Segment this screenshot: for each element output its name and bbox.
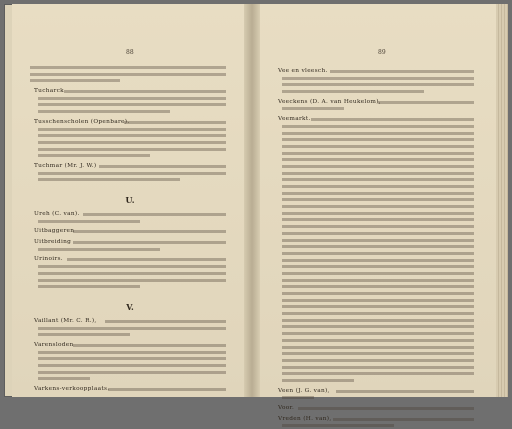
text-line-bar	[282, 212, 474, 215]
register-entry	[30, 119, 230, 159]
text-line	[30, 362, 230, 369]
register-entry	[274, 388, 478, 401]
text-line-bar	[282, 312, 474, 315]
text-line-bar	[64, 90, 226, 93]
text-line-bar	[282, 265, 474, 268]
text-line-bar	[282, 145, 474, 148]
entry-head-line	[274, 388, 478, 395]
text-line-bar	[282, 319, 474, 322]
text-line-bar	[330, 70, 474, 73]
text-line-bar	[105, 320, 226, 323]
entry-head-line	[30, 228, 230, 235]
text-line-bar	[282, 352, 474, 355]
text-line	[274, 237, 478, 244]
text-line	[274, 163, 478, 170]
text-line	[274, 130, 478, 137]
text-line	[274, 394, 478, 401]
text-line	[274, 350, 478, 357]
text-line	[274, 357, 478, 364]
text-line-bar	[38, 364, 226, 367]
text-line-bar	[282, 165, 474, 168]
text-line	[274, 170, 478, 177]
text-line-bar	[282, 285, 474, 288]
entry-heading: Varensloden	[34, 341, 74, 348]
gutter	[244, 4, 260, 397]
text-line-bar	[38, 377, 90, 380]
text-line-bar	[282, 252, 474, 255]
text-line-bar	[30, 79, 120, 82]
text-line-bar	[282, 178, 474, 181]
text-line	[30, 64, 230, 71]
text-line	[30, 139, 230, 146]
register-entry	[30, 239, 230, 252]
text-line	[274, 143, 478, 150]
entry-heading: Veemarkt.	[278, 116, 311, 123]
entry-head-line	[30, 119, 230, 126]
entry-head-line	[274, 68, 478, 75]
text-line-bar	[282, 245, 474, 248]
text-line-bar	[38, 154, 150, 157]
entry-heading: Urinoirs.	[34, 256, 63, 263]
entry-heading: Uitbreiding	[34, 239, 72, 246]
text-line	[30, 349, 230, 356]
text-line-bar	[73, 344, 226, 347]
text-line-bar	[311, 118, 474, 121]
text-line-bar	[282, 192, 474, 195]
text-line	[274, 75, 478, 82]
register-entry	[30, 211, 230, 224]
text-line	[30, 95, 230, 102]
text-line-bar	[38, 265, 226, 268]
text-line	[274, 330, 478, 337]
text-line-bar	[282, 83, 474, 86]
text-line	[30, 375, 230, 382]
text-line	[274, 303, 478, 310]
text-line-bar	[282, 125, 474, 128]
text-line	[30, 71, 230, 78]
text-line-bar	[38, 371, 226, 374]
text-line	[274, 323, 478, 330]
text-line	[274, 210, 478, 217]
text-line	[30, 146, 230, 153]
entry-head-line	[30, 163, 230, 170]
text-line	[274, 370, 478, 377]
text-line-bar	[378, 101, 474, 104]
text-line-bar	[282, 138, 474, 141]
register-entry	[30, 88, 230, 115]
text-line-bar	[73, 230, 226, 233]
text-line	[274, 230, 478, 237]
text-line	[274, 136, 478, 143]
text-line-bar	[282, 90, 424, 93]
right-page-body	[274, 64, 478, 429]
text-line-bar	[282, 185, 474, 188]
text-line-bar	[38, 279, 226, 282]
text-line	[274, 377, 478, 384]
text-line-bar	[30, 66, 226, 69]
text-line	[274, 196, 478, 203]
text-line-bar	[38, 357, 226, 360]
text-line-bar	[38, 272, 226, 275]
text-line-bar	[282, 232, 474, 235]
register-entry	[30, 256, 230, 289]
entry-heading: Tusschenscholen (Openbare).	[34, 118, 130, 125]
text-line-bar	[38, 248, 160, 251]
text-line-bar	[282, 272, 474, 275]
text-line	[274, 290, 478, 297]
text-line	[274, 263, 478, 270]
text-line	[274, 243, 478, 250]
text-line-bar	[282, 77, 474, 80]
text-line-bar	[38, 333, 130, 336]
text-line-bar	[282, 366, 474, 369]
text-line	[274, 216, 478, 223]
text-line	[274, 156, 478, 163]
entry-head-line	[30, 256, 230, 263]
entry-head-line	[274, 416, 478, 423]
text-line-bar	[73, 241, 226, 244]
text-line-bar	[38, 134, 226, 137]
text-line	[30, 176, 230, 183]
text-line-bar	[67, 258, 226, 261]
text-line-bar	[282, 292, 474, 295]
text-line	[274, 257, 478, 264]
text-line-bar	[282, 172, 474, 175]
page-number: 88	[126, 49, 134, 56]
entry-heading: Tuchmar (Mr. J. W.)	[34, 162, 97, 169]
entry-head-line	[30, 211, 230, 218]
register-entry	[274, 116, 478, 384]
text-line-bar	[282, 332, 474, 335]
text-line	[30, 77, 230, 84]
text-line-bar	[38, 351, 226, 354]
text-line-bar	[38, 172, 226, 175]
text-line-bar	[282, 205, 474, 208]
register-entry	[274, 68, 478, 75]
entry-heading: Voor.	[278, 405, 295, 411]
left-page-body	[30, 64, 230, 393]
text-line-bar	[38, 327, 226, 330]
text-line	[30, 132, 230, 139]
text-line	[30, 325, 230, 332]
text-line-bar	[282, 132, 474, 135]
text-line	[274, 88, 478, 95]
register-entry	[274, 99, 478, 112]
text-line	[30, 152, 230, 159]
text-line-bar	[336, 390, 474, 393]
entry-head-line	[30, 239, 230, 246]
entry-heading: Ureh (C. van).	[34, 211, 80, 217]
text-line-bar	[99, 165, 226, 168]
text-line	[30, 246, 230, 253]
text-line	[30, 108, 230, 115]
text-line	[30, 126, 230, 133]
text-line	[274, 283, 478, 290]
text-line	[274, 150, 478, 157]
entry-head-line	[30, 342, 230, 349]
text-line-bar	[38, 141, 226, 144]
left-page	[12, 4, 244, 397]
text-line-bar	[124, 121, 226, 124]
entry-heading: Uitbaggeren	[34, 228, 75, 235]
text-line-bar	[38, 103, 226, 106]
text-line	[274, 176, 478, 183]
register-entry	[30, 342, 230, 382]
text-line	[30, 277, 230, 284]
register-entry	[274, 405, 478, 412]
register-entry	[30, 318, 230, 338]
text-line-bar	[38, 220, 140, 223]
text-line-bar	[282, 299, 474, 302]
register-entry	[30, 163, 230, 183]
text-line-bar	[282, 396, 314, 399]
text-line-bar	[282, 152, 474, 155]
text-line	[30, 331, 230, 338]
entry-head-line	[274, 405, 478, 412]
entry-head-line	[30, 88, 230, 95]
text-line-bar	[38, 285, 140, 288]
entry-head-line	[274, 99, 478, 106]
text-line-bar	[38, 148, 226, 151]
text-line	[274, 81, 478, 88]
text-line-bar	[282, 259, 474, 262]
text-line-bar	[282, 279, 474, 282]
entry-head-line	[30, 386, 230, 393]
text-line	[274, 344, 478, 351]
text-line	[274, 422, 478, 429]
text-line	[274, 277, 478, 284]
text-line-bar	[83, 213, 226, 216]
text-line-bar	[38, 97, 226, 100]
page-edges	[496, 4, 508, 397]
text-line-bar	[282, 305, 474, 308]
text-line-bar	[282, 239, 474, 242]
section-letter: U.	[125, 195, 135, 205]
register-entry	[30, 228, 230, 235]
text-line-bar	[38, 128, 226, 131]
text-line-bar	[282, 424, 394, 427]
text-line	[274, 310, 478, 317]
text-line	[274, 317, 478, 324]
text-line-bar	[282, 218, 474, 221]
text-line	[30, 283, 230, 290]
text-line	[274, 123, 478, 130]
text-line	[274, 297, 478, 304]
text-line-bar	[282, 325, 474, 328]
text-line-bar	[282, 379, 354, 382]
register-entry	[274, 416, 478, 429]
entry-heading: Vaillant (Mr. C. R.),	[34, 317, 97, 324]
text-line	[274, 223, 478, 230]
text-line-bar	[333, 418, 474, 421]
text-line	[274, 250, 478, 257]
text-line	[274, 270, 478, 277]
entry-heading: Veeckens (D. A. van Heukelom),	[278, 98, 381, 105]
text-line-bar	[108, 388, 226, 391]
text-line-bar	[38, 178, 180, 181]
section-letter: V.	[126, 301, 134, 312]
entry-heading: Tucharck	[34, 88, 64, 95]
book-spread	[4, 4, 508, 422]
text-line	[30, 101, 230, 108]
text-line	[274, 190, 478, 197]
entry-head-line	[274, 116, 478, 123]
text-line-bar	[282, 372, 474, 375]
text-line-bar	[38, 110, 170, 113]
page-number: 89	[378, 49, 386, 56]
text-line	[274, 105, 478, 112]
text-line	[274, 183, 478, 190]
entry-heading: Veen (J. G. van),	[278, 387, 330, 394]
text-line-bar	[282, 339, 474, 342]
text-line-bar	[282, 158, 474, 161]
text-line-bar	[282, 198, 474, 201]
entry-heading: Vee en vleesch.	[278, 68, 328, 74]
text-line-bar	[282, 107, 344, 110]
text-line	[30, 263, 230, 270]
entry-head-line	[30, 318, 230, 325]
text-line	[30, 218, 230, 225]
text-line	[274, 364, 478, 371]
register-entry	[30, 386, 230, 393]
text-line	[274, 203, 478, 210]
right-page	[260, 4, 496, 422]
text-line-bar	[298, 407, 474, 410]
text-line	[30, 369, 230, 376]
text-line-bar	[282, 346, 474, 349]
text-line	[30, 355, 230, 362]
text-line-bar	[30, 73, 226, 76]
entry-heading: Varkens-verkoopplaats.	[34, 386, 110, 393]
text-line-bar	[282, 225, 474, 228]
text-line	[30, 270, 230, 277]
entry-heading: Vreden (H. van),	[278, 415, 332, 422]
text-line-bar	[282, 359, 474, 362]
text-line	[274, 337, 478, 344]
text-line	[30, 170, 230, 177]
